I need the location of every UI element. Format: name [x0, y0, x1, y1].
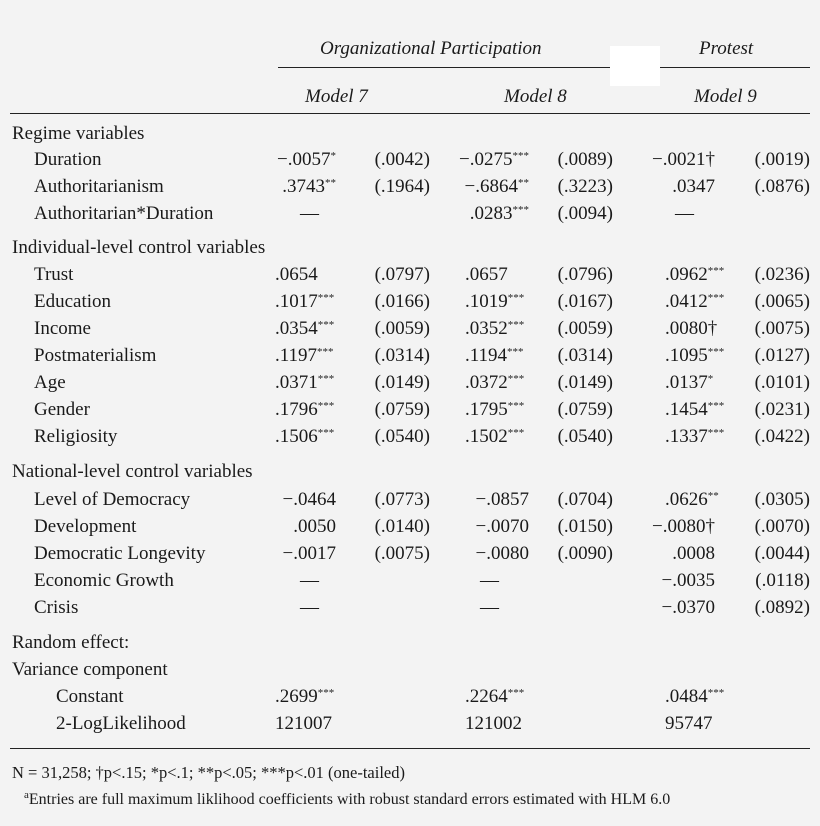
coef-model-8: .0283***: [469, 203, 529, 224]
se-model-9: (.0422): [754, 426, 810, 447]
coef-model-8: .1795***: [465, 399, 525, 420]
value-model-9: 95747: [665, 713, 713, 734]
coef-model-8: −.6864**: [464, 176, 529, 197]
se-model-8: (.3223): [557, 176, 613, 197]
se-model-7: (.0166): [374, 291, 430, 312]
se-model-7: (.0773): [374, 489, 430, 510]
row-label: Constant: [56, 686, 124, 707]
coef-model-9: .0080†: [665, 318, 718, 339]
table-row: [0, 291, 820, 318]
se-model-8: (.0149): [557, 372, 613, 393]
coef-model-9: .0137*: [665, 372, 714, 393]
table-row: [0, 149, 820, 176]
section-random-effect: [0, 632, 820, 659]
header-model-9: Model 9: [694, 86, 757, 107]
coef-model-9: .0484***: [665, 686, 725, 707]
section-individual: [0, 237, 820, 264]
row-label: Democratic Longevity: [34, 543, 206, 564]
se-model-7: (.0314): [374, 345, 430, 366]
se-model-9: (.0236): [754, 264, 810, 285]
footnote-entries: $^a$Entries are full maximum liklihood coefficients with robust standard errors estimated with HLM 6.0: [24, 789, 671, 808]
se-model-8: (.0314): [557, 345, 613, 366]
coef-model-8: −.0857: [475, 489, 529, 510]
se-model-7: (.0059): [374, 318, 430, 339]
se-model-8: (.0090): [557, 543, 613, 564]
coef-model-8: −.0275***: [459, 149, 529, 170]
coef-model-9: .0347: [672, 176, 715, 197]
coef-model-8: .1019***: [465, 291, 525, 312]
row-label: Education: [34, 291, 112, 312]
se-model-7: (.0042): [374, 149, 430, 170]
table-row: [0, 264, 820, 291]
table-row: [0, 713, 820, 740]
table-row: [0, 516, 820, 543]
row-label: Economic Growth: [34, 570, 174, 591]
table-row: [0, 597, 820, 624]
coef-model-8: .0352***: [465, 318, 525, 339]
header-model-7: Model 7: [305, 86, 368, 107]
se-model-7: (.0759): [374, 399, 430, 420]
se-model-8: (.0796): [557, 264, 613, 285]
value-model-7: 121007: [275, 713, 332, 734]
row-label: Age: [34, 372, 66, 393]
se-model-7: (.1964): [374, 176, 430, 197]
coef-model-7: −.0017: [282, 543, 336, 564]
se-model-7: (.0140): [374, 516, 430, 537]
se-model-8: (.0059): [557, 318, 613, 339]
section-label: Regime variables: [12, 123, 145, 144]
coef-model-9: .0626**: [665, 489, 719, 510]
se-model-7: (.0797): [374, 264, 430, 285]
coef-model-9: .1454***: [665, 399, 725, 420]
row-label: Crisis: [34, 597, 79, 618]
coef-model-9: −.0080†: [652, 516, 715, 537]
row-label: Income: [34, 318, 91, 339]
coef-model-8: .0372***: [465, 372, 525, 393]
se-model-8: (.0759): [557, 399, 613, 420]
coef-model-9: .1337***: [665, 426, 725, 447]
section-regime: [0, 123, 820, 150]
se-model-8: (.0150): [557, 516, 613, 537]
se-model-9: (.0892): [754, 597, 810, 618]
table-row: [0, 345, 820, 372]
table-row: [0, 399, 820, 426]
se-model-8: (.0540): [557, 426, 613, 447]
coef-model-8: .2264***: [465, 686, 525, 707]
row-label: Religiosity: [34, 426, 118, 447]
se-model-9: (.0305): [754, 489, 810, 510]
rule-table-bottom: [10, 748, 810, 749]
coef-model-7: .0654: [275, 264, 318, 285]
se-model-9: (.0019): [754, 149, 810, 170]
coef-model-9: .1095***: [665, 345, 725, 366]
section-label: Random effect:: [12, 632, 130, 653]
section-national: [0, 461, 820, 488]
se-model-9: (.0118): [755, 570, 810, 591]
se-model-9: (.0044): [754, 543, 810, 564]
se-model-7: (.0540): [374, 426, 430, 447]
row-label: Level of Democracy: [34, 489, 191, 510]
coef-model-7: .1017***: [275, 291, 335, 312]
dash-model-7: —: [300, 570, 319, 591]
se-model-8: (.0704): [557, 489, 613, 510]
table-row: [0, 570, 820, 597]
footnote-significance: N = 31,258; †p<.15; *p<.1; **p<.05; ***p<.01 (one-tailed): [12, 763, 405, 782]
se-model-7: (.0075): [374, 543, 430, 564]
table-row: [0, 318, 820, 345]
section-label: Individual-level control variables: [12, 237, 266, 258]
coef-model-7: −.0464: [282, 489, 336, 510]
dash-model-8: —: [480, 570, 499, 591]
section-label: Variance component: [12, 659, 168, 680]
coef-model-7: .2699***: [275, 686, 335, 707]
dash-model-9: —: [675, 203, 694, 224]
se-model-9: (.0070): [754, 516, 810, 537]
se-model-7: (.0149): [374, 372, 430, 393]
dash-model-7: —: [300, 597, 319, 618]
coef-model-8: .0657: [465, 264, 508, 285]
se-model-9: (.0075): [754, 318, 810, 339]
table-row: [0, 372, 820, 399]
row-label: 2-LogLikelihood: [56, 713, 186, 734]
row-label: Duration: [34, 149, 102, 170]
se-model-9: (.0231): [754, 399, 810, 420]
row-label: Development: [34, 516, 137, 537]
coef-model-9: −.0035: [661, 570, 715, 591]
table-row: [0, 203, 820, 230]
header-protest: Protest: [699, 38, 754, 59]
value-model-8: 121002: [465, 713, 522, 734]
header-model-8: Model 8: [504, 86, 567, 107]
coef-model-7: .0050: [293, 516, 336, 537]
table-row: [0, 543, 820, 570]
se-model-9: (.0876): [754, 176, 810, 197]
se-model-9: (.0127): [754, 345, 810, 366]
coef-model-7: −.0057*: [277, 149, 336, 170]
se-model-8: (.0167): [557, 291, 613, 312]
coef-model-8: −.0070: [475, 516, 529, 537]
dash-model-7: —: [300, 203, 319, 224]
rule-protest: [660, 67, 810, 68]
table-row: [0, 686, 820, 713]
table-row: [0, 426, 820, 453]
coef-model-8: −.0080: [475, 543, 529, 564]
row-label: Postmaterialism: [34, 345, 157, 366]
se-model-9: (.0101): [754, 372, 810, 393]
se-model-8: (.0089): [557, 149, 613, 170]
header-organizational-participation: Organizational Participation: [320, 38, 542, 59]
coef-model-9: −.0370: [661, 597, 715, 618]
dash-model-8: —: [480, 597, 499, 618]
table-row: [0, 489, 820, 516]
coef-model-7: .1796***: [275, 399, 335, 420]
coef-model-9: .0008: [672, 543, 715, 564]
coef-model-7: .0354***: [275, 318, 335, 339]
rule-header-bottom: [10, 113, 810, 114]
se-model-8: (.0094): [557, 203, 613, 224]
coef-model-8: .1502***: [465, 426, 525, 447]
coef-model-7: .3743**: [282, 176, 336, 197]
row-label: Trust: [34, 264, 74, 285]
row-label: Authoritarian*Duration: [34, 203, 214, 224]
coef-model-7: .0371***: [275, 372, 335, 393]
coef-model-8: .1194***: [465, 345, 524, 366]
section-variance-component: [0, 659, 820, 686]
coef-model-9: −.0021†: [652, 149, 715, 170]
rule-org-participation: [278, 67, 610, 68]
row-label: Authoritarianism: [34, 176, 164, 197]
row-label: Gender: [34, 399, 90, 420]
coef-model-9: .0412***: [665, 291, 725, 312]
white-patch: [610, 46, 660, 86]
section-label: National-level control variables: [12, 461, 253, 482]
coef-model-7: .1197***: [275, 345, 334, 366]
coef-model-9: .0962***: [665, 264, 725, 285]
coef-model-7: .1506***: [275, 426, 335, 447]
table-row: [0, 176, 820, 203]
se-model-9: (.0065): [754, 291, 810, 312]
